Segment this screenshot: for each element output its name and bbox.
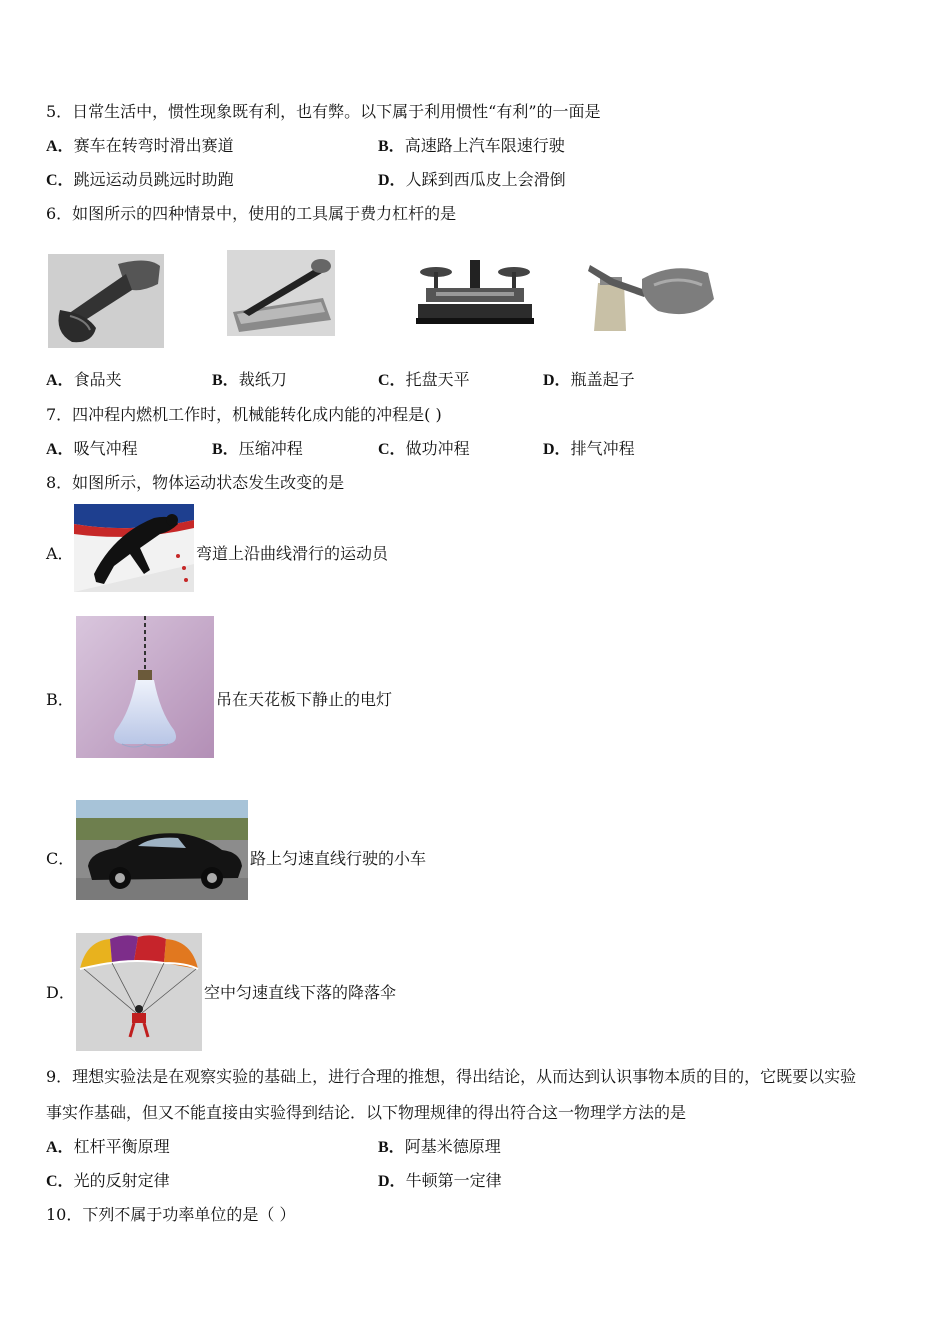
q6-stem: 6．如图所示的四种情景中，使用的工具属于费力杠杆的是 <box>46 204 457 223</box>
q7-option-c[interactable] <box>378 439 470 460</box>
option-label: A． <box>46 441 74 458</box>
q8-option-a-text[interactable]: 弯道上沿曲线滑行的运动员 <box>196 544 389 563</box>
option-label: C． <box>378 441 406 458</box>
option-label: C． <box>46 172 74 189</box>
q9-option-a[interactable] <box>46 1137 170 1158</box>
option-text: 食品夹 <box>73 370 122 389</box>
option-text: 做功冲程 <box>405 439 470 458</box>
option-text: 赛车在转弯时滑出赛道 <box>73 136 234 155</box>
car-image <box>76 800 248 900</box>
option-text: 阿基米德原理 <box>404 1137 501 1156</box>
speed-skater-image <box>74 504 194 592</box>
q8-option-c-label[interactable]: C． <box>46 849 75 868</box>
q5-stem: 5．日常生活中，惯性现象既有利，也有弊。以下属于利用惯性“有利”的一面是 <box>46 102 601 121</box>
q5-option-b[interactable] <box>378 136 565 157</box>
q8-option-d-label[interactable]: D． <box>46 983 75 1002</box>
option-text: 吸气冲程 <box>73 439 138 458</box>
food-tongs-image <box>48 254 164 348</box>
option-text: 高速路上汽车限速行驶 <box>404 136 565 155</box>
q9-stem-line1: 9．理想实验法是在观察实验的基础上，进行合理的推想，得出结论，从而达到认识事物本质的目的，它既要以实验 <box>46 1067 857 1086</box>
option-label: C． <box>46 1173 74 1190</box>
paper-cutter-image <box>227 250 335 336</box>
q7-stem: 7．四冲程内燃机工作时，机械能转化成内能的冲程是( ) <box>46 405 442 424</box>
q8-option-d-text[interactable]: 空中匀速直线下落的降落伞 <box>204 983 397 1002</box>
q9-option-d[interactable] <box>378 1171 502 1192</box>
q9-option-c[interactable] <box>46 1171 170 1192</box>
option-label: A． <box>46 1139 74 1156</box>
option-label: C． <box>378 372 406 389</box>
q5-option-d[interactable] <box>378 170 566 191</box>
q9-stem-line2: 事实作基础，但又不能直接由实验得到结论．以下物理规律的得出符合这一物理学方法的是 <box>46 1103 687 1122</box>
option-text: 牛顿第一定律 <box>405 1171 502 1190</box>
bottle-opener-image <box>584 255 716 331</box>
option-text: 排气冲程 <box>570 439 635 458</box>
q7-option-d[interactable] <box>543 439 635 460</box>
option-text: 杠杆平衡原理 <box>73 1137 170 1156</box>
hanging-lamp-image <box>76 616 214 758</box>
option-label: B． <box>212 372 239 389</box>
option-label: B． <box>378 138 405 155</box>
q8-option-c-text[interactable]: 路上匀速直线行驶的小车 <box>250 849 427 868</box>
option-text: 人踩到西瓜皮上会滑倒 <box>405 170 566 189</box>
q8-option-a-label[interactable]: A． <box>46 544 74 563</box>
option-label: A． <box>46 372 74 389</box>
option-text: 压缩冲程 <box>238 439 303 458</box>
q8-stem: 8．如图所示，物体运动状态发生改变的是 <box>46 473 345 492</box>
q6-option-a[interactable] <box>46 370 122 391</box>
option-text: 光的反射定律 <box>73 1171 170 1190</box>
q8-option-b-label[interactable]: B． <box>46 690 74 709</box>
q8-option-b-text[interactable]: 吊在天花板下静止的电灯 <box>216 690 393 709</box>
option-label: D． <box>543 372 571 389</box>
option-label: B． <box>212 441 239 458</box>
q6-option-c[interactable] <box>378 370 470 391</box>
q9-option-b[interactable] <box>378 1137 501 1158</box>
option-text: 跳远运动员跳远时助跑 <box>73 170 234 189</box>
option-label: D． <box>378 1173 406 1190</box>
q7-option-b[interactable] <box>212 439 303 460</box>
option-label: D． <box>543 441 571 458</box>
parachute-image <box>76 933 202 1051</box>
q7-option-a[interactable] <box>46 439 138 460</box>
option-text: 瓶盖起子 <box>570 370 635 389</box>
q5-option-c[interactable] <box>46 170 234 191</box>
option-text: 托盘天平 <box>405 370 470 389</box>
option-label: D． <box>378 172 406 189</box>
option-text: 裁纸刀 <box>238 370 287 389</box>
q5-option-a[interactable] <box>46 136 234 157</box>
option-label: B． <box>378 1139 405 1156</box>
q10-stem: 10．下列不属于功率单位的是（ ） <box>46 1205 296 1224</box>
q6-option-d[interactable] <box>543 370 635 391</box>
option-label: A． <box>46 138 74 155</box>
q6-option-b[interactable] <box>212 370 287 391</box>
balance-scale-image <box>416 254 534 328</box>
